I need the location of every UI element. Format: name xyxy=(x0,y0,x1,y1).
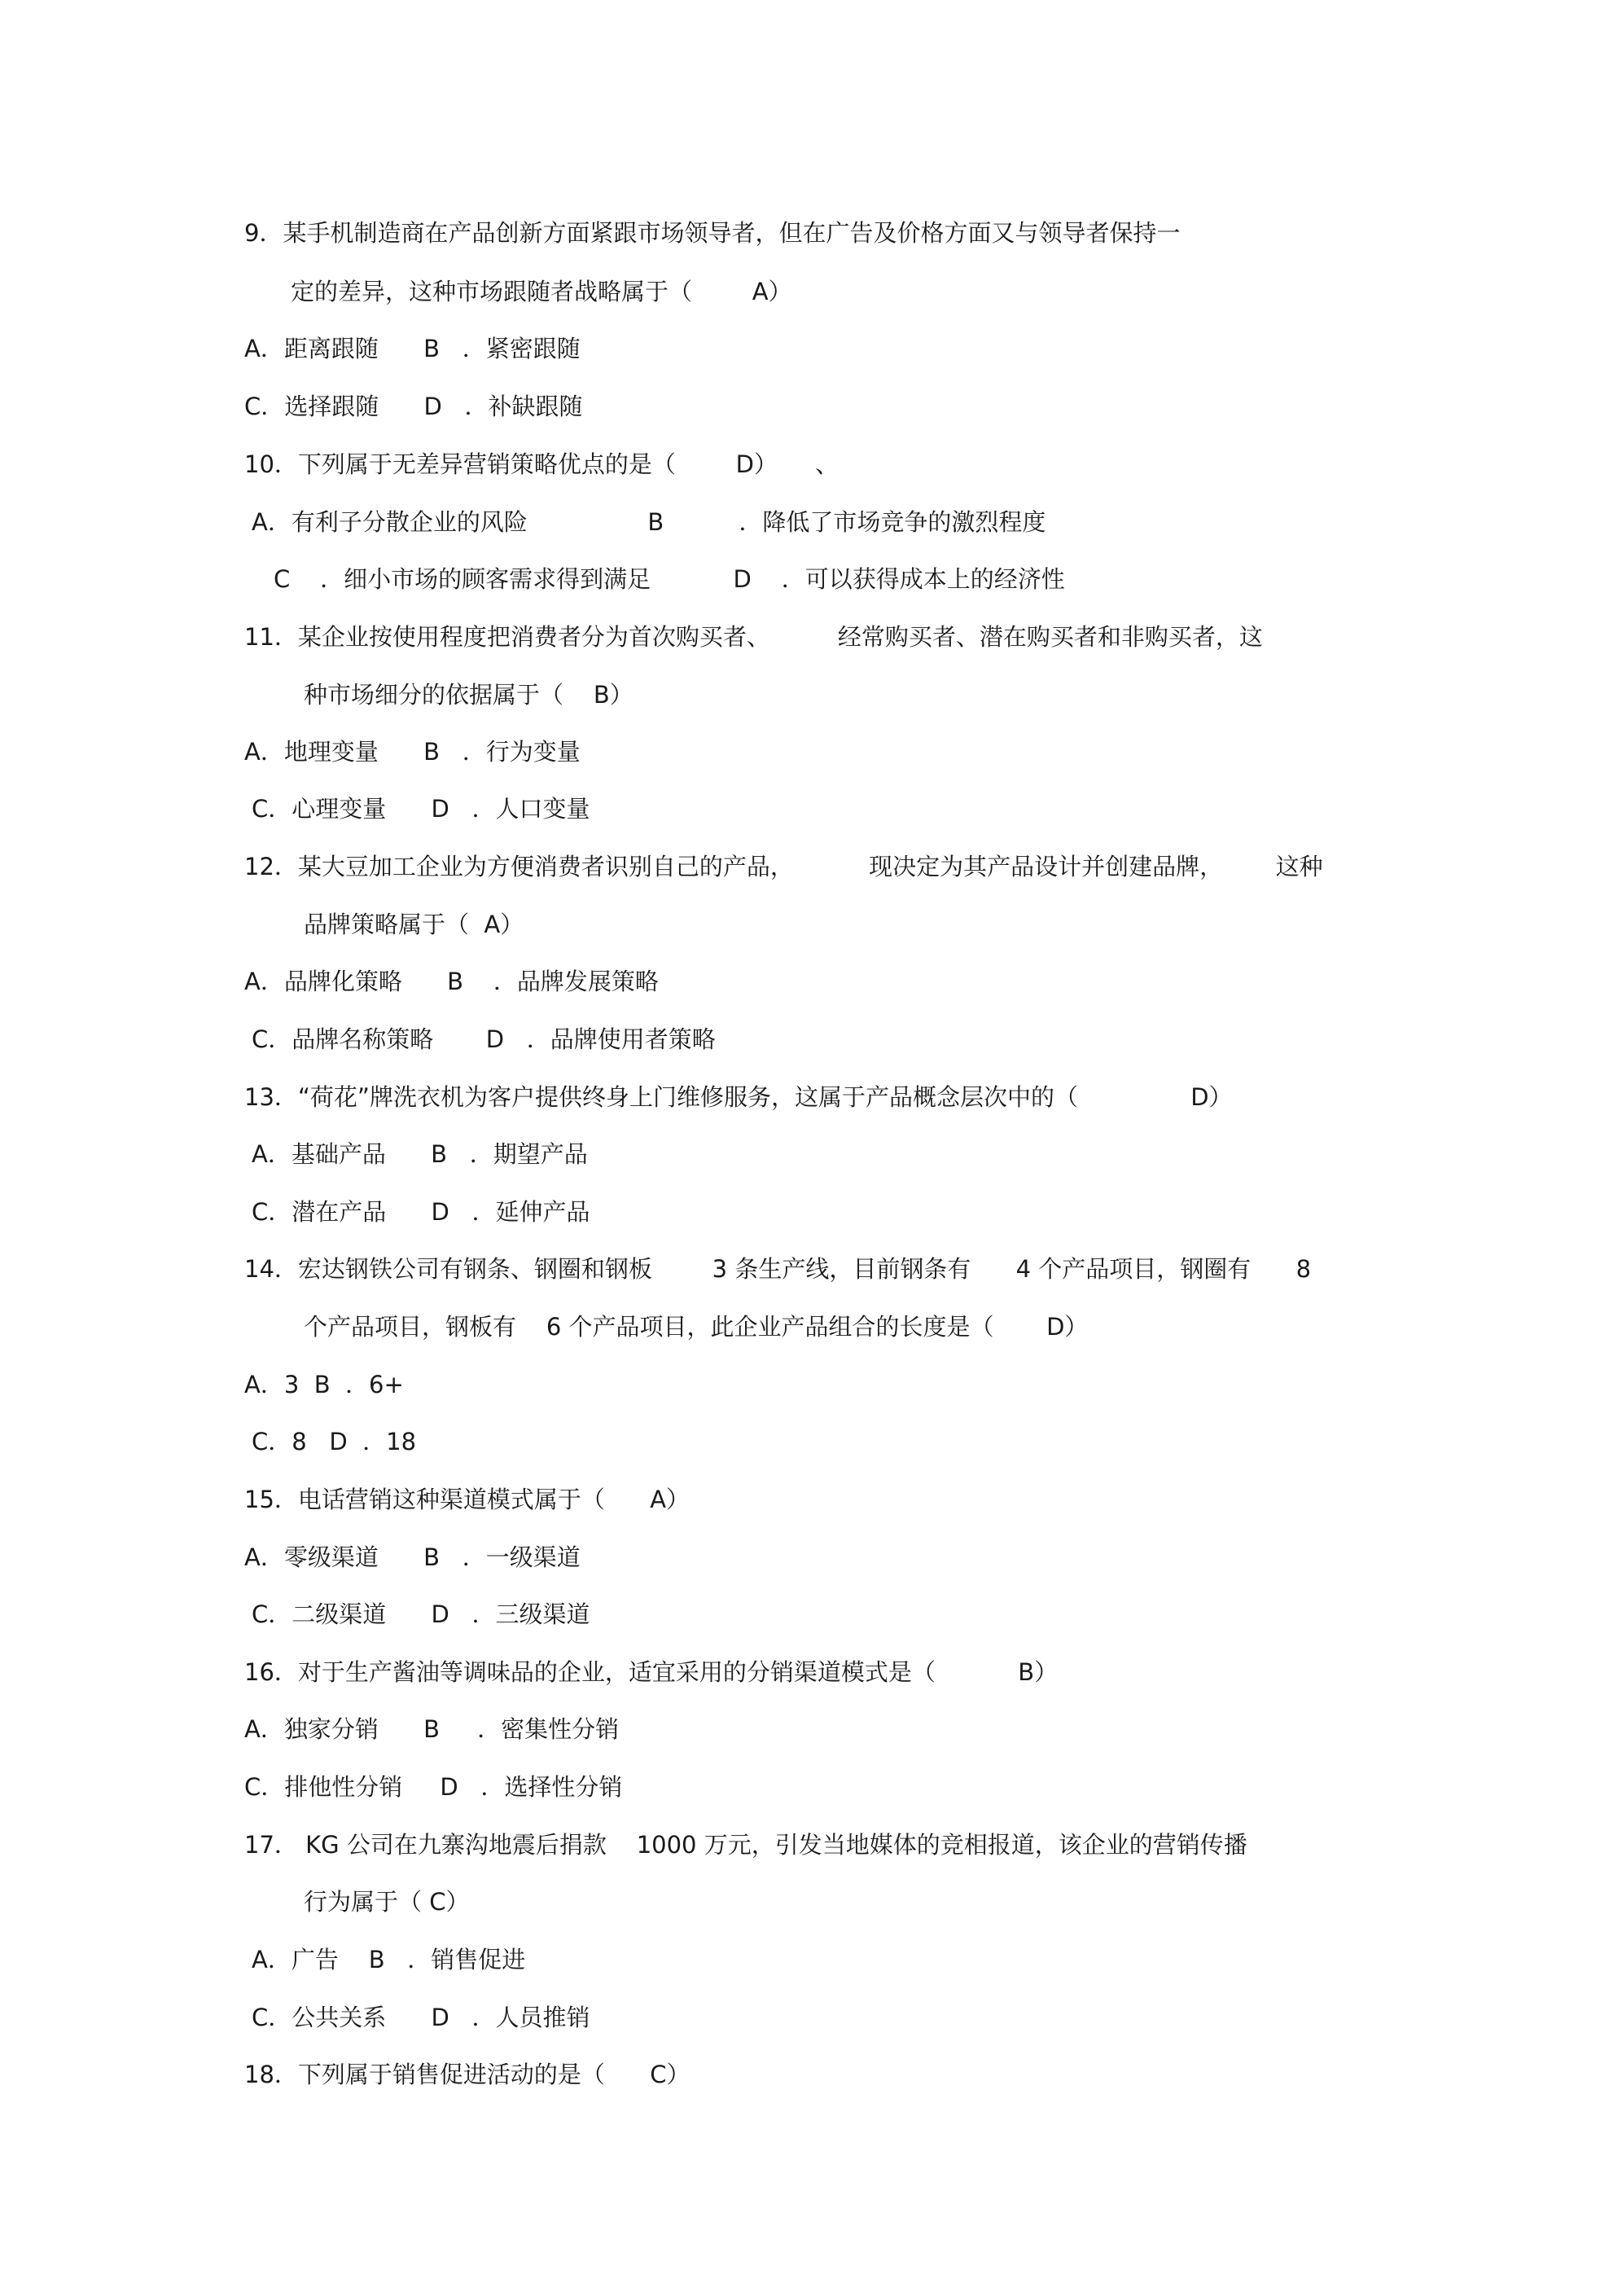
question-17-stem: 17． KG 公司在九寨沟地震后捐款 1000 万元，引发当地媒体的竞相报道，该企业的营销传播 xyxy=(244,1831,1247,1859)
question-12-options-ab: A．品牌化策略 B ．品牌发展策略 xyxy=(244,968,659,995)
question-12-stem-continuation: 品牌策略属于（ A） xyxy=(304,911,524,938)
question-15-stem: 15．电话营销这种渠道模式属于（ A） xyxy=(244,1486,690,1513)
question-14-stem-continuation: 个产品项目，钢板有 6 个产品项目，此企业产品组合的长度是（ D） xyxy=(304,1313,1089,1341)
question-12-options-cd: C．品牌名称策略 D ．品牌使用者策略 xyxy=(252,1025,716,1053)
question-18-stem: 18．下列属于销售促进活动的是（ C） xyxy=(244,2061,690,2088)
question-10-stem: 10．下列属于无差异营销策略优点的是（ D） 、 xyxy=(244,450,839,478)
question-13-options-cd: C．潜在产品 D ．延伸产品 xyxy=(252,1198,590,1226)
question-16-stem: 16．对于生产酱油等调味品的企业，适宜采用的分销渠道模式是（ B） xyxy=(244,1658,1059,1686)
question-15-options-cd: C．二级渠道 D ．三级渠道 xyxy=(252,1600,590,1628)
question-16-options-ab: A．独家分销 B ．密集性分销 xyxy=(244,1715,620,1743)
question-9-stem: 9．某手机制造商在产品创新方面紧跟市场领导者，但在广告及价格方面又与领导者保持一 xyxy=(244,219,1181,247)
question-11-options-cd: C．心理变量 D ．人口变量 xyxy=(252,795,590,823)
question-11-stem: 11．某企业按使用程度把消费者分为首次购买者、 经常购买者、潜在购买者和非购买者，这 xyxy=(244,623,1263,651)
question-10-options-ab: A．有利子分散企业的风险 B ．降低了市场竞争的激烈程度 xyxy=(252,508,1046,536)
question-13-stem: 13．“荷花”牌洗衣机为客户提供终身上门维修服务，这属于产品概念层次中的（ D） xyxy=(244,1083,1233,1111)
question-9-options-cd: C．选择跟随 D ．补缺跟随 xyxy=(244,393,583,420)
question-14-options-cd: C．8 D ．18 xyxy=(252,1428,417,1455)
question-17-stem-continuation: 行为属于（ C） xyxy=(304,1888,470,1916)
question-12-stem: 12．某大豆加工企业为方便消费者识别自己的产品， 现决定为其产品设计并创建品牌， 这种 xyxy=(244,853,1323,880)
question-14-options-ab: A．3 B ．6+ xyxy=(244,1371,404,1398)
question-14-stem: 14．宏达钢铁公司有钢条、钢圈和钢板 3 条生产线，目前钢条有 4 个产品项目，钢圈有 8 xyxy=(244,1255,1312,1283)
question-9-options-ab: A．距离跟随 B ．紧密跟随 xyxy=(244,335,581,362)
question-11-stem-continuation: 种市场细分的依据属于（ B） xyxy=(304,681,633,709)
question-17-options-ab: A．广告 B ．销售促进 xyxy=(252,1946,526,1973)
question-13-options-ab: A．基础产品 B ．期望产品 xyxy=(252,1140,588,1168)
question-11-options-ab: A．地理变量 B ．行为变量 xyxy=(244,738,581,766)
question-15-options-ab: A．零级渠道 B ．一级渠道 xyxy=(244,1543,581,1571)
question-9-stem-continuation: 定的差异，这种市场跟随者战略属于（ A） xyxy=(291,278,792,305)
question-16-options-cd: C．排他性分销 D ．选择性分销 xyxy=(244,1773,623,1801)
question-10-options-cd: C ．细小市场的顾客需求得到满足 D ．可以获得成本上的经济性 xyxy=(274,565,1065,593)
question-17-options-cd: C．公共关系 D ．人员推销 xyxy=(252,2004,590,2031)
